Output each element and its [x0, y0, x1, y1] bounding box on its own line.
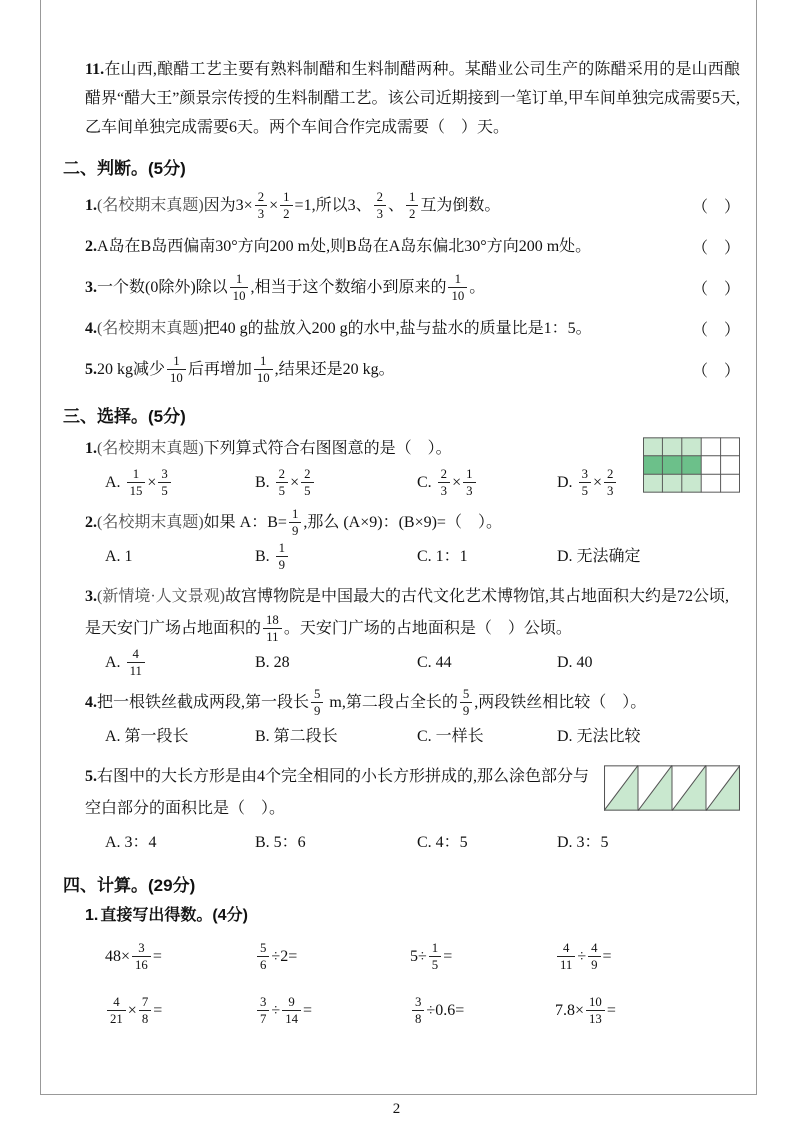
item-body: (名校期末真题)如果 A：B= $\frac{1}{9}$ ,那么 (A×9)：(B×9)=（ ）。 — [97, 507, 502, 539]
option-b: B. 5：6 — [255, 834, 306, 852]
option-d: D. 3：5 — [557, 834, 609, 852]
fraction: $\frac{1}{10}$ — [254, 354, 273, 385]
option-b: B. $\frac{2}{5}$ × $\frac{2}{5}$ — [255, 467, 417, 499]
calc-expression: $\frac{3}{8}$ ÷0.6= — [410, 995, 555, 1027]
option-a: A. 第一段长 — [105, 728, 189, 746]
fraction: $\frac{1}{2}$ — [280, 190, 292, 221]
fraction: $\frac{1}{9}$ — [289, 507, 301, 538]
fraction: $\frac{5}{9}$ — [311, 687, 323, 718]
fraction-grid-figure — [643, 437, 740, 498]
choice-stem — [85, 581, 740, 645]
fraction: $\frac{2}{5}$ — [276, 467, 288, 498]
fraction: $\frac{3}{5}$ — [158, 467, 170, 498]
item-number: 1. — [85, 440, 97, 458]
judge-item-text — [85, 313, 684, 345]
option-a: A. 1 — [105, 548, 133, 566]
fraction: $\frac{4}{21}$ — [107, 995, 126, 1026]
rectangles-figure — [604, 765, 740, 816]
fraction: $\frac{1}{3}$ — [463, 467, 475, 498]
source-tag: (名校期末真题) — [97, 319, 204, 337]
calc-expression: $\frac{4}{21}$ × $\frac{7}{8}$ = — [105, 995, 255, 1027]
rectangles-svg — [604, 765, 740, 811]
answer-bracket: （ ） — [691, 281, 740, 299]
fraction: $\frac{4}{9}$ — [588, 941, 600, 972]
option-d: D. $\frac{3}{5}$ × $\frac{2}{3}$ — [557, 467, 635, 499]
item-number: 5. — [85, 360, 97, 378]
fraction: $\frac{5}{9}$ — [460, 687, 472, 718]
calc-expression: 5÷ $\frac{1}{5}$ = — [410, 941, 453, 973]
calc-expression: $\frac{4}{11}$ ÷ $\frac{4}{9}$ = — [555, 941, 740, 973]
fraction: $\frac{1}{15}$ — [127, 467, 146, 498]
choice-item-4 — [85, 687, 740, 753]
fraction: $\frac{2}{3}$ — [438, 467, 450, 498]
option-b: B. 28 — [255, 654, 290, 672]
item-body: 一个数(0除外)除以 $\frac{1}{10}$ ,相当于这个数缩小到原来的 $\frac{1}{10}$ 。 — [97, 271, 486, 303]
fraction: $\frac{3}{16}$ — [132, 941, 151, 972]
fraction: $\frac{1}{9}$ — [276, 541, 288, 572]
option-b: B. 第二段长 — [255, 728, 338, 746]
fraction: $\frac{1}{2}$ — [406, 190, 418, 221]
item-number: 2. — [85, 514, 97, 532]
option-d: D. 无法确定 — [557, 548, 641, 566]
option-a: A. 3：4 — [105, 834, 157, 852]
fraction: $\frac{1}{5}$ — [429, 941, 441, 972]
options-row — [105, 647, 740, 679]
choice-item-3 — [85, 581, 740, 679]
item-body: 20 kg减少 $\frac{1}{10}$ 后再增加 $\frac{1}{10}$ ,结果还是20 kg。 — [97, 353, 395, 385]
item-number: 1. — [85, 907, 99, 925]
fraction: $\frac{2}{3}$ — [374, 190, 386, 221]
judge-item-text — [85, 231, 684, 263]
subsection-label: 直接写出得数。(4分) — [100, 907, 248, 925]
section-choice-title: 三、选择。(5分) — [63, 407, 186, 427]
judge-item-1 — [85, 185, 740, 226]
answer-bracket: （ ） — [691, 322, 740, 340]
fraction: $\frac{18}{11}$ — [263, 613, 282, 644]
question-11 — [85, 56, 740, 142]
judge-item-5 — [85, 349, 740, 390]
source-tag: (新情境·人文景观) — [97, 588, 225, 606]
calc-expression: $\frac{5}{6}$ ÷2= — [255, 941, 410, 973]
question-number: 11. — [85, 61, 105, 78]
calc-expression: $\frac{3}{7}$ ÷ $\frac{9}{14}$ = — [255, 995, 410, 1027]
fraction: $\frac{9}{14}$ — [282, 995, 301, 1026]
page-number: 2 — [392, 1101, 401, 1117]
option-c: C. 1：1 — [417, 548, 468, 566]
item-body: 右图中的大长方形是由4个完全相同的小长方形拼成的,那么涂色部分与空白部分的面积比是（ ）。 — [85, 768, 590, 818]
item-body: (名校期末真题)下列算式符合右图图意的是（ ）。 — [97, 440, 452, 458]
answer-bracket: （ ） — [691, 363, 740, 381]
choice-stem — [85, 433, 635, 465]
fraction: $\frac{1}{10}$ — [448, 272, 467, 303]
page-content — [63, 56, 740, 1027]
source-tag: (名校期末真题) — [97, 440, 204, 458]
section-calc-title: 四、计算。(29分) — [63, 876, 196, 896]
item-body: A岛在B岛西偏南30°方向200 m处,则B岛在A岛东偏北30°方向200 m处。 — [97, 237, 592, 255]
choice-item-5 — [85, 761, 740, 859]
options-row — [105, 467, 635, 499]
fraction: $\frac{10}{13}$ — [586, 995, 605, 1026]
fraction: $\frac{5}{6}$ — [257, 941, 269, 972]
choice-stem — [85, 687, 740, 719]
source-tag: (名校期末真题) — [97, 514, 204, 532]
item-number: 1. — [85, 196, 97, 214]
choice-stem — [85, 507, 740, 539]
item-body: (新情境·人文景观)故宫博物院是中国最大的古代文化艺术博物馆,其占地面积大约是72公顷,是天安门广场占地面积的 $\frac{18}{11}$ 。天安门广场的占地面积是（ ）公顷。 — [85, 588, 730, 645]
judge-item-text — [85, 272, 684, 304]
judge-item-2 — [85, 226, 740, 267]
options-row — [105, 827, 740, 859]
grid-svg — [643, 437, 740, 493]
fraction: $\frac{3}{8}$ — [412, 995, 424, 1026]
fraction: $\frac{1}{10}$ — [230, 272, 249, 303]
choice-stem — [85, 761, 596, 825]
question-text: 在山西,酿醋工艺主要有熟料制醋和生料制醋两种。某醋业公司生产的陈醋采用的是山西酿醋界“醋大王”颜景宗传授的生料制醋工艺。该公司近期接到一笔订单,甲车间单独完成需要5天,乙车间单独完成需要6天。两个车间合作完成需要（ ）天。 — [85, 61, 740, 136]
source-tag: (名校期末真题) — [97, 196, 204, 214]
answer-bracket: （ ） — [691, 199, 740, 217]
item-number: 3. — [85, 278, 97, 296]
option-c: C. 4：5 — [417, 834, 468, 852]
judge-item-4 — [85, 308, 740, 349]
judge-item-text — [85, 354, 684, 386]
choice-item-1 — [85, 433, 740, 499]
fraction: $\frac{2}{3}$ — [255, 190, 267, 221]
fraction: $\frac{3}{5}$ — [579, 467, 591, 498]
judge-item-3 — [85, 267, 740, 308]
calc-expression: 7.8× $\frac{10}{13}$ = — [555, 995, 616, 1027]
fraction: $\frac{1}{10}$ — [167, 354, 186, 385]
fraction: $\frac{4}{11}$ — [127, 647, 145, 678]
fraction: $\frac{2}{5}$ — [301, 467, 313, 498]
option-c: C. 一样长 — [417, 728, 484, 746]
item-number: 5. — [85, 768, 97, 786]
option-d: D. 40 — [557, 654, 593, 672]
judge-item-text — [85, 190, 684, 222]
option-b: B. $\frac{1}{9}$ — [255, 541, 417, 573]
fraction: $\frac{3}{7}$ — [257, 995, 269, 1026]
item-body: 把一根铁丝截成两段,第一段长 $\frac{5}{9}$ m,第二段占全长的 $\frac{5}{9}$ ,两段铁丝相比较（ ）。 — [97, 687, 647, 719]
fraction: $\frac{7}{8}$ — [139, 995, 151, 1026]
item-body: (名校期末真题)把40 g的盐放入200 g的水中,盐与盐水的质量比是1：5。 — [97, 319, 592, 337]
choice-item-2 — [85, 507, 740, 573]
option-a: A. $\frac{1}{15}$ × $\frac{3}{5}$ — [105, 467, 255, 499]
calc-grid — [105, 941, 740, 1027]
options-row — [105, 541, 740, 573]
item-number: 3. — [85, 588, 97, 606]
calc-expression: 48× $\frac{3}{16}$ = — [105, 941, 162, 973]
item-number: 2. — [85, 237, 97, 255]
answer-bracket: （ ） — [691, 240, 740, 258]
options-row — [105, 721, 740, 753]
option-a: A. $\frac{4}{11}$ — [105, 647, 255, 679]
option-d: D. 无法比较 — [557, 728, 641, 746]
section-judge-title: 二、判断。(5分) — [63, 159, 186, 179]
calc-subsection-title — [85, 902, 740, 925]
fraction: $\frac{2}{3}$ — [604, 467, 616, 498]
option-c: C. $\frac{2}{3}$ × $\frac{1}{3}$ — [417, 467, 557, 499]
option-c: C. 44 — [417, 654, 452, 672]
item-number: 4. — [85, 319, 97, 337]
item-number: 4. — [85, 694, 97, 712]
item-body: (名校期末真题)因为3× $\frac{2}{3}$ × $\frac{1}{2}$ =1,所以3、 $\frac{2}{3}$ 、 $\frac{1}{2}$ 互为倒数。 — [97, 189, 501, 221]
fraction: $\frac{4}{11}$ — [557, 941, 575, 972]
